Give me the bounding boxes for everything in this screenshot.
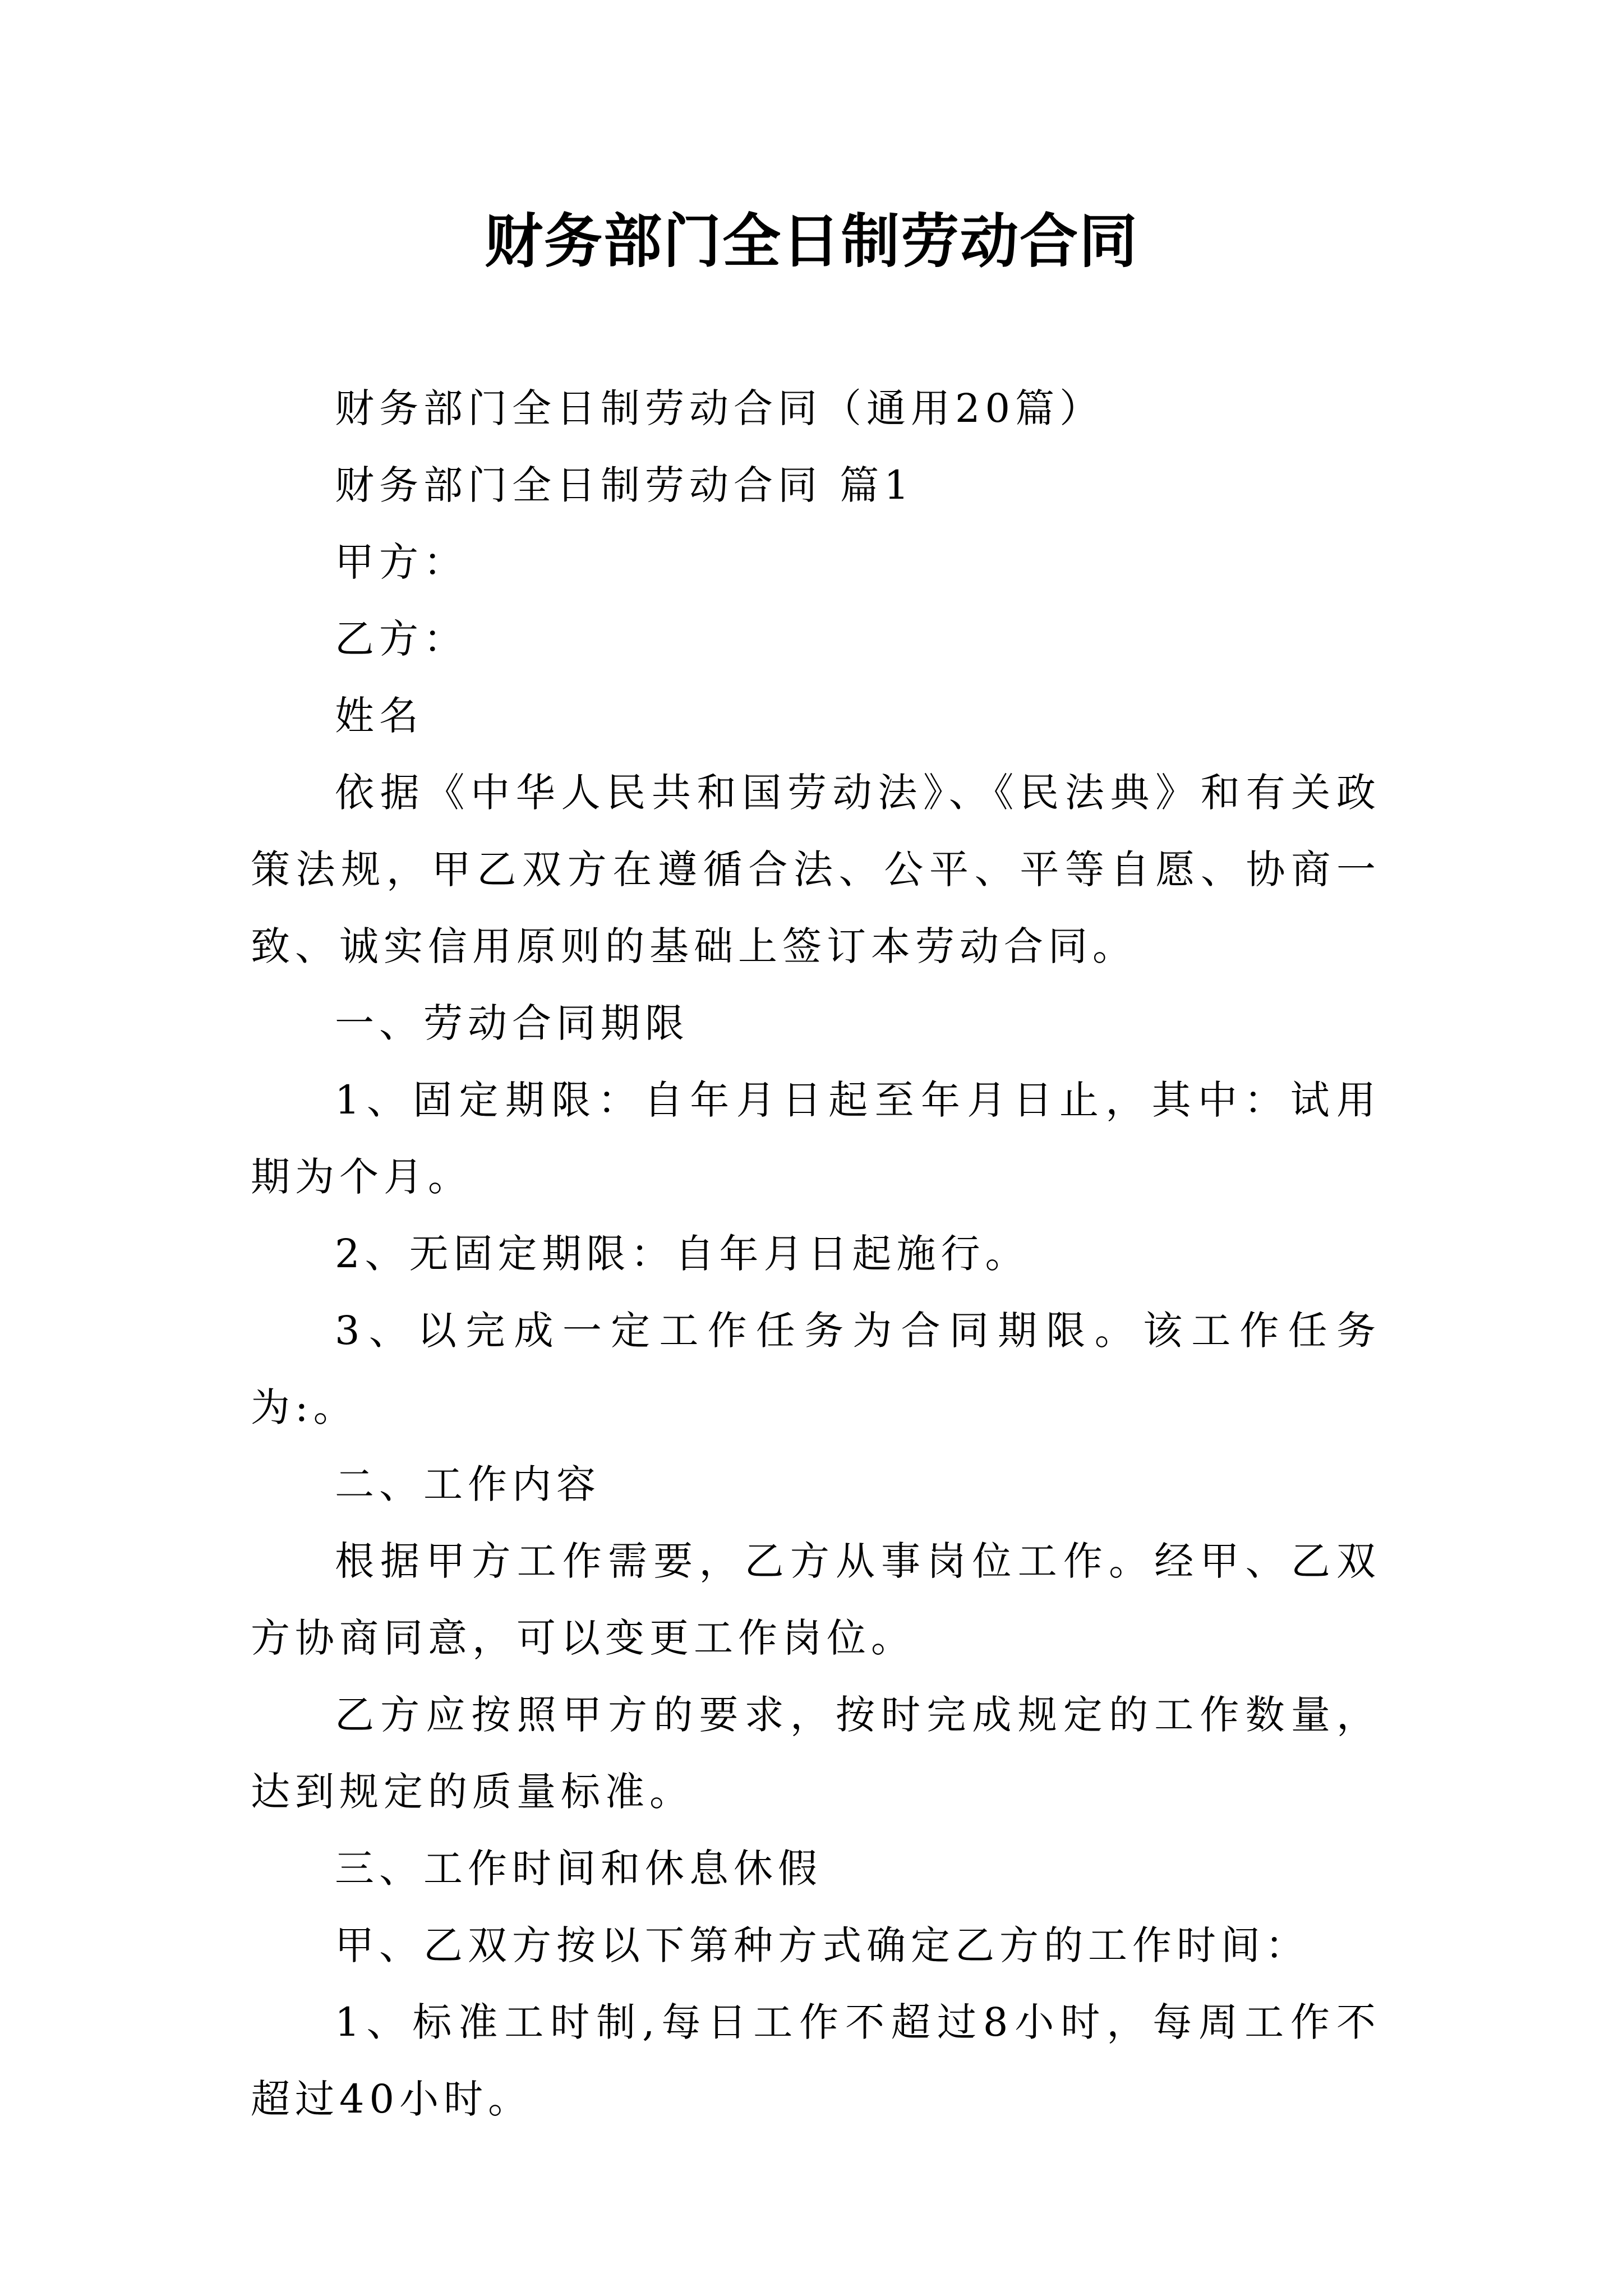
paragraph-hours-method: 甲、乙双方按以下第种方式确定乙方的工作时间： [335, 1922, 1310, 1968]
paragraph-open-term: 2、无固定期限：自年月日起施行。 [335, 1231, 1030, 1277]
paragraph-party-a: 甲方： [335, 539, 468, 585]
paragraph-task-term: 3、以完成一定工作任务为合同期限。该工作任务为:。 [251, 1308, 1381, 1430]
paragraph-name: 姓名 [335, 693, 423, 739]
paragraph-party-b: 乙方： [335, 616, 468, 662]
paragraph-standard-hours: 1、标准工时制,每日工作不超过8小时，每周工作不超过40小时。 [251, 1999, 1381, 2122]
document-title: 财务部门全日制劳动合同 [484, 206, 1138, 275]
paragraph-section-title: 财务部门全日制劳动合同 篇1 [335, 462, 914, 508]
paragraph-fixed-term: 1、固定期限：自年月日起至年月日止，其中：试用期为个月。 [251, 1077, 1381, 1200]
paragraph-subtitle: 财务部门全日制劳动合同（通用20篇） [335, 385, 1104, 431]
paragraph-heading-hours: 三、工作时间和休息休假 [335, 1846, 822, 1892]
paragraph-work-position: 根据甲方工作需要，乙方从事岗位工作。经甲、乙双方协商同意，可以变更工作岗位。 [251, 1538, 1381, 1661]
paragraph-work-quality: 乙方应按照甲方的要求，按时完成规定的工作数量，达到规定的质量标准。 [251, 1692, 1381, 1815]
paragraph-heading-work-content: 二、工作内容 [335, 1461, 601, 1507]
paragraph-heading-term: 一、劳动合同期限 [335, 1000, 689, 1046]
paragraph-legal-basis: 依据《中华人民共和国劳动法》、《民法典》和有关政策法规，甲乙双方在遵循合法、公平、平等自愿、协商一致、诚实信用原则的基础上签订本劳动合同。 [251, 770, 1381, 969]
document-body [251, 370, 1381, 2138]
